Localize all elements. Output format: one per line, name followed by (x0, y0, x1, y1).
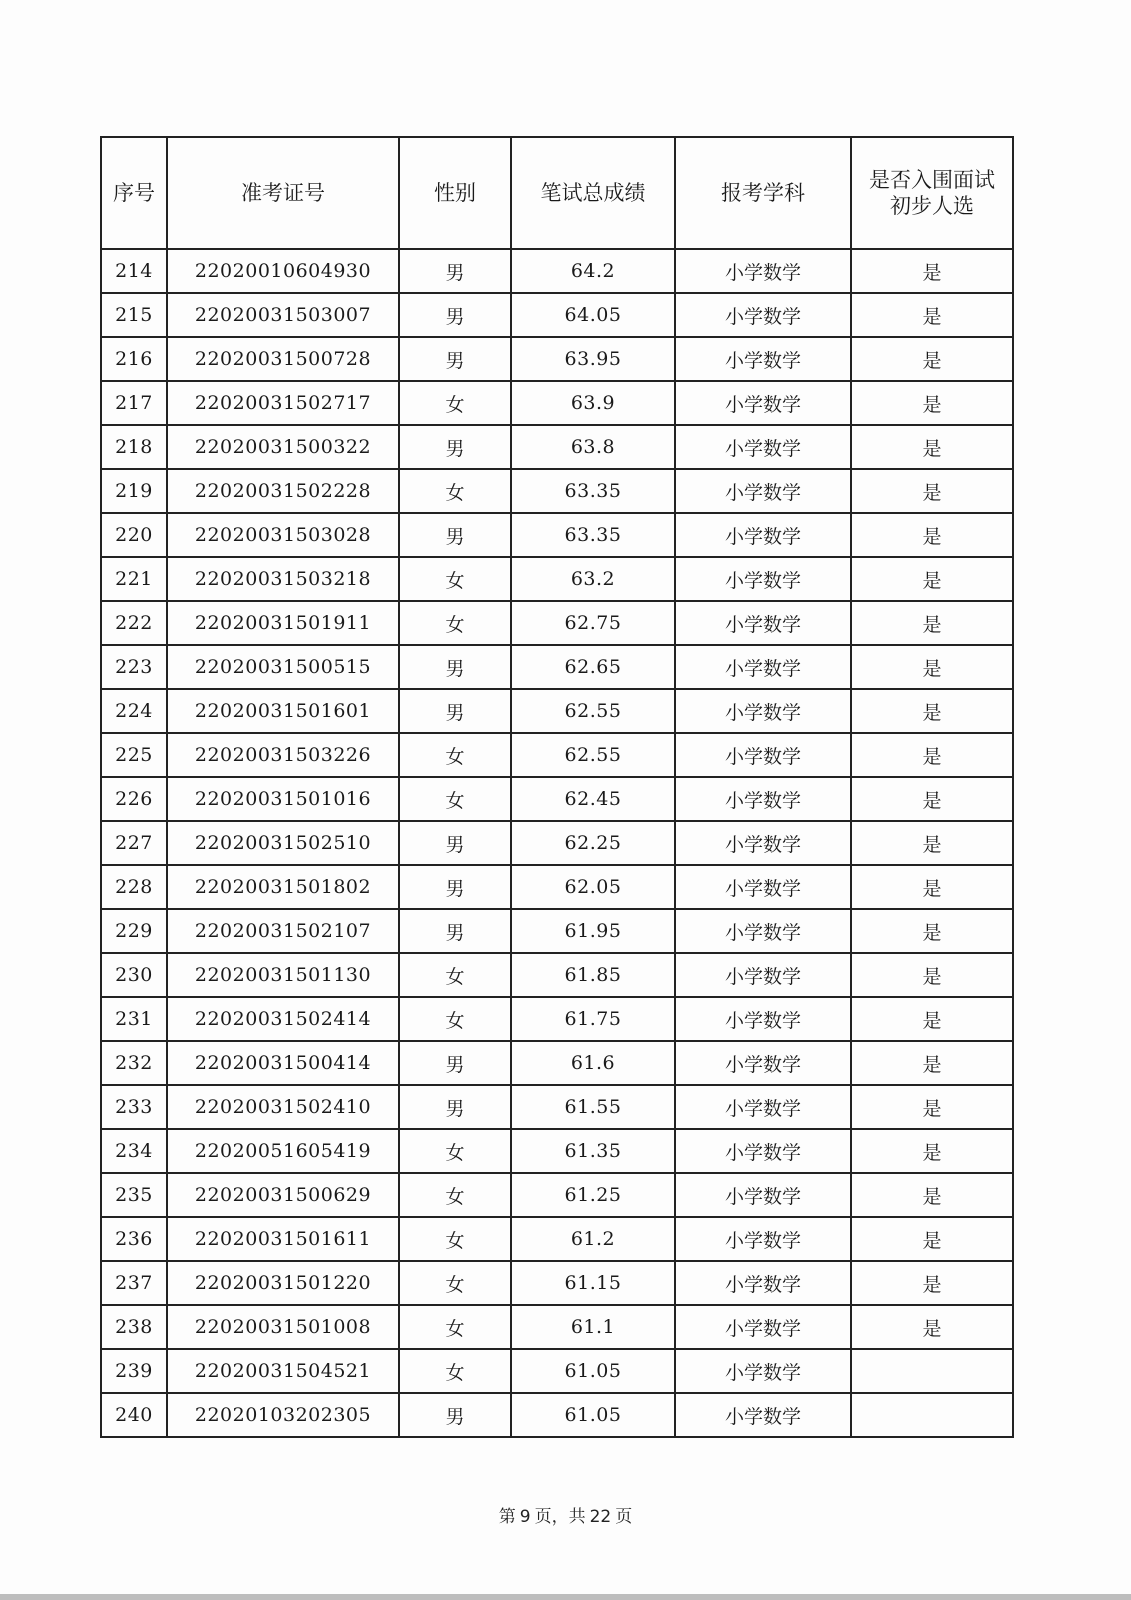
footer-total-pages: 22 (589, 1507, 612, 1527)
cell-shortlisted: 是 (851, 645, 1013, 689)
header-gender: 性别 (399, 137, 511, 249)
table-row (101, 909, 1013, 953)
cell-seq: 221 (101, 557, 167, 601)
cell-gender: 女 (399, 1305, 511, 1349)
table-row (101, 865, 1013, 909)
cell-seq: 217 (101, 381, 167, 425)
page-footer (0, 1502, 1131, 1527)
cell-score: 61.95 (511, 909, 675, 953)
table-header-row (101, 137, 1013, 249)
cell-shortlisted (851, 1349, 1013, 1393)
header-subject: 报考学科 (675, 137, 851, 249)
footer-suffix: 页 (615, 1507, 633, 1527)
cell-shortlisted: 是 (851, 469, 1013, 513)
cell-shortlisted: 是 (851, 249, 1013, 293)
cell-gender: 女 (399, 1129, 511, 1173)
cell-shortlisted: 是 (851, 865, 1013, 909)
cell-exam-id: 22020031502510 (167, 821, 399, 865)
cell-gender: 男 (399, 1085, 511, 1129)
footer-prefix: 第 (498, 1507, 516, 1527)
table-row (101, 425, 1013, 469)
cell-seq: 214 (101, 249, 167, 293)
cell-score: 61.2 (511, 1217, 675, 1261)
cell-gender: 女 (399, 997, 511, 1041)
cell-gender: 女 (399, 469, 511, 513)
cell-shortlisted: 是 (851, 513, 1013, 557)
cell-gender: 男 (399, 249, 511, 293)
cell-gender: 女 (399, 1349, 511, 1393)
cell-seq: 218 (101, 425, 167, 469)
cell-score: 62.65 (511, 645, 675, 689)
cell-seq: 225 (101, 733, 167, 777)
cell-score: 62.45 (511, 777, 675, 821)
cell-subject: 小学数学 (675, 1085, 851, 1129)
header-exam-id: 准考证号 (167, 137, 399, 249)
cell-exam-id: 22020103202305 (167, 1393, 399, 1437)
cell-seq: 240 (101, 1393, 167, 1437)
table-row (101, 997, 1013, 1041)
table-row (101, 293, 1013, 337)
cell-shortlisted: 是 (851, 1129, 1013, 1173)
cell-shortlisted: 是 (851, 557, 1013, 601)
cell-gender: 女 (399, 381, 511, 425)
cell-gender: 女 (399, 1217, 511, 1261)
cell-exam-id: 22020031501220 (167, 1261, 399, 1305)
cell-shortlisted: 是 (851, 425, 1013, 469)
cell-seq: 227 (101, 821, 167, 865)
cell-seq: 220 (101, 513, 167, 557)
table-row (101, 1217, 1013, 1261)
cell-seq: 231 (101, 997, 167, 1041)
cell-exam-id: 22020031500515 (167, 645, 399, 689)
header-seq: 序号 (101, 137, 167, 249)
cell-exam-id: 22020031501130 (167, 953, 399, 997)
cell-exam-id: 22020031500629 (167, 1173, 399, 1217)
cell-subject: 小学数学 (675, 1173, 851, 1217)
cell-subject: 小学数学 (675, 645, 851, 689)
table-row (101, 513, 1013, 557)
cell-subject: 小学数学 (675, 997, 851, 1041)
cell-subject: 小学数学 (675, 1261, 851, 1305)
cell-gender: 女 (399, 953, 511, 997)
cell-shortlisted: 是 (851, 381, 1013, 425)
cell-score: 62.75 (511, 601, 675, 645)
cell-score: 63.9 (511, 381, 675, 425)
cell-score: 64.05 (511, 293, 675, 337)
cell-shortlisted: 是 (851, 1305, 1013, 1349)
cell-exam-id: 22020031503218 (167, 557, 399, 601)
cell-seq: 219 (101, 469, 167, 513)
cell-exam-id: 22020051605419 (167, 1129, 399, 1173)
cell-seq: 224 (101, 689, 167, 733)
cell-subject: 小学数学 (675, 601, 851, 645)
cell-subject: 小学数学 (675, 557, 851, 601)
footer-mid: 页，共 (534, 1507, 586, 1527)
cell-score: 61.35 (511, 1129, 675, 1173)
cell-score: 63.35 (511, 513, 675, 557)
table-row (101, 733, 1013, 777)
cell-score: 63.35 (511, 469, 675, 513)
cell-seq: 236 (101, 1217, 167, 1261)
cell-seq: 216 (101, 337, 167, 381)
cell-score: 61.05 (511, 1349, 675, 1393)
cell-gender: 女 (399, 557, 511, 601)
cell-gender: 女 (399, 1261, 511, 1305)
cell-gender: 男 (399, 909, 511, 953)
table-row (101, 1129, 1013, 1173)
cell-subject: 小学数学 (675, 1349, 851, 1393)
cell-seq: 228 (101, 865, 167, 909)
cell-exam-id: 22020031500728 (167, 337, 399, 381)
score-table (100, 136, 1014, 1438)
cell-subject: 小学数学 (675, 1217, 851, 1261)
cell-shortlisted: 是 (851, 953, 1013, 997)
cell-shortlisted: 是 (851, 821, 1013, 865)
cell-subject: 小学数学 (675, 337, 851, 381)
cell-gender: 男 (399, 689, 511, 733)
cell-seq: 232 (101, 1041, 167, 1085)
cell-gender: 女 (399, 777, 511, 821)
cell-score: 62.55 (511, 733, 675, 777)
footer-page-number: 9 (519, 1507, 531, 1527)
cell-exam-id: 22020031503226 (167, 733, 399, 777)
cell-score: 63.2 (511, 557, 675, 601)
cell-gender: 男 (399, 513, 511, 557)
table-row (101, 1041, 1013, 1085)
cell-exam-id: 22020031501016 (167, 777, 399, 821)
cell-exam-id: 22020031501611 (167, 1217, 399, 1261)
cell-gender: 男 (399, 425, 511, 469)
cell-gender: 男 (399, 821, 511, 865)
table-row (101, 381, 1013, 425)
cell-subject: 小学数学 (675, 513, 851, 557)
table-row (101, 469, 1013, 513)
cell-shortlisted: 是 (851, 1261, 1013, 1305)
cell-exam-id: 22020031501911 (167, 601, 399, 645)
cell-subject: 小学数学 (675, 733, 851, 777)
table-row (101, 601, 1013, 645)
cell-score: 61.1 (511, 1305, 675, 1349)
cell-exam-id: 22020031500414 (167, 1041, 399, 1085)
page-edge (0, 1594, 1131, 1600)
cell-score: 63.8 (511, 425, 675, 469)
cell-exam-id: 22020010604930 (167, 249, 399, 293)
cell-shortlisted: 是 (851, 997, 1013, 1041)
cell-shortlisted: 是 (851, 601, 1013, 645)
cell-score: 61.6 (511, 1041, 675, 1085)
cell-subject: 小学数学 (675, 865, 851, 909)
cell-exam-id: 22020031503028 (167, 513, 399, 557)
table-row (101, 953, 1013, 997)
header-score: 笔试总成绩 (511, 137, 675, 249)
table-row (101, 821, 1013, 865)
cell-exam-id: 22020031504521 (167, 1349, 399, 1393)
table-row (101, 1261, 1013, 1305)
cell-subject: 小学数学 (675, 381, 851, 425)
cell-gender: 男 (399, 645, 511, 689)
cell-score: 61.75 (511, 997, 675, 1041)
cell-shortlisted: 是 (851, 777, 1013, 821)
cell-subject: 小学数学 (675, 293, 851, 337)
cell-seq: 230 (101, 953, 167, 997)
cell-shortlisted: 是 (851, 689, 1013, 733)
cell-seq: 223 (101, 645, 167, 689)
cell-score: 62.05 (511, 865, 675, 909)
cell-shortlisted: 是 (851, 1217, 1013, 1261)
cell-shortlisted: 是 (851, 733, 1013, 777)
cell-score: 61.55 (511, 1085, 675, 1129)
cell-seq: 233 (101, 1085, 167, 1129)
cell-subject: 小学数学 (675, 821, 851, 865)
cell-exam-id: 22020031502414 (167, 997, 399, 1041)
cell-subject: 小学数学 (675, 469, 851, 513)
cell-gender: 女 (399, 733, 511, 777)
cell-score: 61.15 (511, 1261, 675, 1305)
cell-exam-id: 22020031501601 (167, 689, 399, 733)
cell-exam-id: 22020031502410 (167, 1085, 399, 1129)
cell-score: 61.85 (511, 953, 675, 997)
cell-gender: 男 (399, 293, 511, 337)
cell-subject: 小学数学 (675, 249, 851, 293)
cell-shortlisted: 是 (851, 909, 1013, 953)
cell-subject: 小学数学 (675, 689, 851, 733)
cell-exam-id: 22020031501802 (167, 865, 399, 909)
cell-exam-id: 22020031502228 (167, 469, 399, 513)
table-row (101, 689, 1013, 733)
cell-subject: 小学数学 (675, 1393, 851, 1437)
cell-shortlisted: 是 (851, 337, 1013, 381)
cell-score: 63.95 (511, 337, 675, 381)
table-row (101, 249, 1013, 293)
cell-subject: 小学数学 (675, 1305, 851, 1349)
cell-score: 61.25 (511, 1173, 675, 1217)
cell-gender: 女 (399, 601, 511, 645)
cell-subject: 小学数学 (675, 425, 851, 469)
cell-exam-id: 22020031502107 (167, 909, 399, 953)
cell-seq: 229 (101, 909, 167, 953)
cell-shortlisted: 是 (851, 1085, 1013, 1129)
cell-seq: 239 (101, 1349, 167, 1393)
cell-exam-id: 22020031503007 (167, 293, 399, 337)
cell-subject: 小学数学 (675, 777, 851, 821)
cell-gender: 男 (399, 337, 511, 381)
table-row (101, 1349, 1013, 1393)
table-row (101, 645, 1013, 689)
cell-seq: 235 (101, 1173, 167, 1217)
cell-exam-id: 22020031501008 (167, 1305, 399, 1349)
cell-score: 61.05 (511, 1393, 675, 1437)
table-row (101, 337, 1013, 381)
cell-seq: 238 (101, 1305, 167, 1349)
cell-subject: 小学数学 (675, 909, 851, 953)
cell-subject: 小学数学 (675, 1129, 851, 1173)
table-row (101, 1305, 1013, 1349)
cell-seq: 215 (101, 293, 167, 337)
cell-gender: 男 (399, 1393, 511, 1437)
cell-score: 62.25 (511, 821, 675, 865)
cell-shortlisted (851, 1393, 1013, 1437)
table-body (101, 249, 1013, 1437)
table-row (101, 557, 1013, 601)
cell-exam-id: 22020031500322 (167, 425, 399, 469)
cell-subject: 小学数学 (675, 953, 851, 997)
cell-seq: 226 (101, 777, 167, 821)
cell-gender: 男 (399, 1041, 511, 1085)
cell-subject: 小学数学 (675, 1041, 851, 1085)
cell-seq: 234 (101, 1129, 167, 1173)
table-row (101, 1173, 1013, 1217)
table-row (101, 1085, 1013, 1129)
cell-score: 64.2 (511, 249, 675, 293)
header-shortlisted: 是否入围面试初步人选 (851, 137, 1013, 249)
cell-seq: 222 (101, 601, 167, 645)
cell-gender: 女 (399, 1173, 511, 1217)
table-row (101, 1393, 1013, 1437)
cell-shortlisted: 是 (851, 1041, 1013, 1085)
table-row (101, 777, 1013, 821)
cell-shortlisted: 是 (851, 1173, 1013, 1217)
cell-gender: 男 (399, 865, 511, 909)
cell-shortlisted: 是 (851, 293, 1013, 337)
cell-score: 62.55 (511, 689, 675, 733)
cell-seq: 237 (101, 1261, 167, 1305)
cell-exam-id: 22020031502717 (167, 381, 399, 425)
